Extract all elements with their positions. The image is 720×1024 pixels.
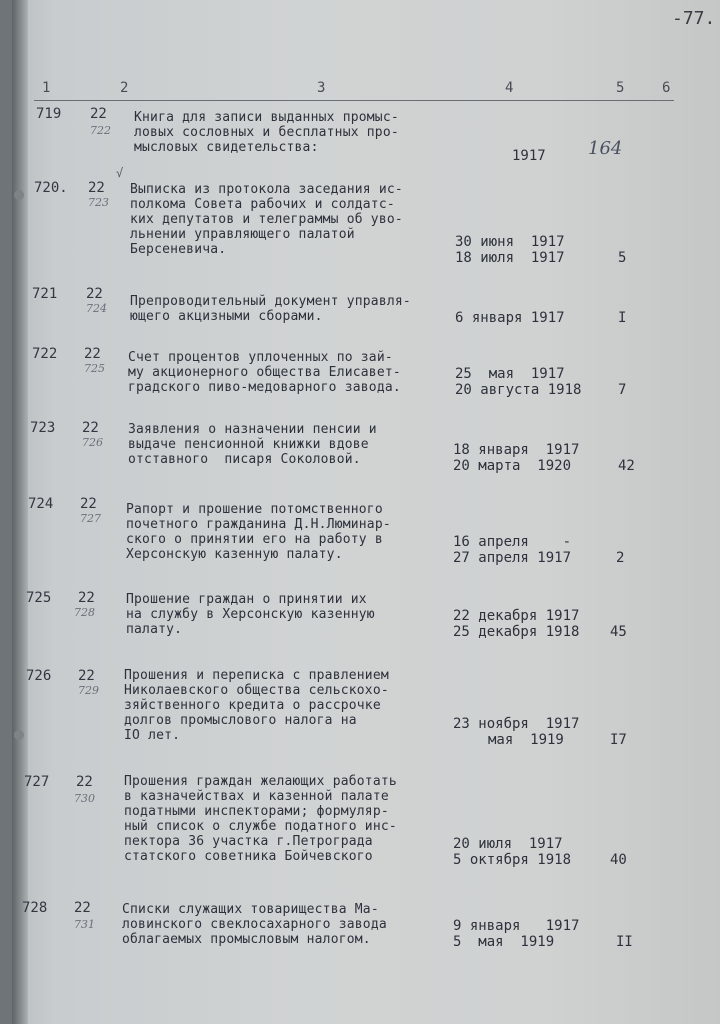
entry-title: Счет процентов уплоченных по зай- му акционерного общества Елисавет- градского пиво-медоварного завода. <box>128 350 401 395</box>
fund-number: 22 <box>86 286 103 302</box>
entry-date-start: 16 апреля - <box>453 534 572 550</box>
entry-title: Выписка из протокола заседания ис- полкома Совета рабочих и солдатс- ких депутатов и телеграммы об уво- льнении управляющего палатой Берсеневича. <box>130 182 403 257</box>
column-header-3: 3 <box>317 80 326 96</box>
fund-number: 22 <box>82 420 99 436</box>
entry-date-end: 25 декабря 1918 <box>453 624 580 640</box>
handwritten-number: 729 <box>78 684 99 697</box>
entry-date-start: 18 января 1917 <box>453 442 580 458</box>
entry-title: Списки служащих товарищества Ма- ловинского свеклосахарного завода облагаемых промысловым налогом. <box>122 902 387 947</box>
entry-pages: II <box>616 934 633 950</box>
fund-number: 22 <box>76 774 93 790</box>
handwritten-number: 727 <box>80 512 101 525</box>
entry-date-start: 20 июля 1917 <box>453 836 563 852</box>
header-rule <box>34 100 674 101</box>
fund-number: 22 <box>88 180 105 196</box>
binding-hole <box>14 190 24 200</box>
entry-title: Препроводительный документ управля- ющего акцизными сборами. <box>130 294 411 324</box>
handwritten-number: 731 <box>74 918 95 931</box>
column-header-1: 1 <box>42 80 51 96</box>
handwritten-number: 728 <box>74 606 95 619</box>
entry-title: Рапорт и прошение потомственного почетного гражданина Д.Н.Люминар- ского о принятии его на работу в Херсонскую казенную палату. <box>126 502 391 562</box>
entry-title: Прошение граждан о принятии их на службу в Херсонскую казенную палату. <box>126 592 375 637</box>
entry-title: Прошения и переписка с правлением Николаевского общества сельскохо- зяйственного кредита о рассрочке долгов промыслового налога на IO лет. <box>124 668 389 743</box>
column-header-2: 2 <box>120 80 129 96</box>
entry-number: 721 <box>32 286 58 302</box>
column-header-5: 5 <box>616 80 625 96</box>
entry-number: 719 <box>36 106 62 122</box>
fund-number: 22 <box>74 900 91 916</box>
entry-number: 727 <box>24 774 50 790</box>
entry-title: Заявления о назначении пенсии и выдаче пенсионной книжки вдове отставного писаря Соколовой. <box>128 422 377 467</box>
fund-number: 22 <box>80 496 97 512</box>
handwritten-number: 724 <box>86 302 107 315</box>
handwritten-number: 722 <box>90 124 111 137</box>
entry-number: 725 <box>26 590 52 606</box>
entry-date-end: 5 октября 1918 <box>453 852 572 868</box>
fund-number: 22 <box>90 106 107 122</box>
entry-title: Прошения граждан желающих работать в казначействах и казенной палате податными инспекторами; формуляр- ный список о службе податного инс- пектора 36 участка г.Петрограда статского советника Бойчевского <box>124 774 397 864</box>
entry-number: 724 <box>28 496 54 512</box>
archive-page <box>12 0 720 1024</box>
entry-date-start: 9 января 1917 <box>453 918 580 934</box>
entry-number: 723 <box>30 420 56 436</box>
entry-date-start: 23 ноября 1917 <box>453 716 580 732</box>
binding-hole <box>14 730 24 740</box>
handwritten-number: 726 <box>82 436 103 449</box>
entry-number: 726 <box>26 668 52 684</box>
entry-date-end: 27 апреля 1917 <box>453 550 572 566</box>
entry-date-end: 20 марта 1920 <box>453 458 572 474</box>
entry-pages: 42 <box>618 458 635 474</box>
entry-pages: 5 <box>618 250 627 266</box>
fund-number: 22 <box>78 668 95 684</box>
entry-number: 720. <box>34 180 68 196</box>
entry-pages: I <box>618 310 627 326</box>
entry-pages: 7 <box>618 382 627 398</box>
entry-title: Книга для записи выданных промыс- ловых сословных и бесплатных про- мысловых свидетельства: <box>134 110 399 155</box>
handwritten-number: 730 <box>74 792 95 805</box>
fund-number: 22 <box>78 590 95 606</box>
entry-pages: I7 <box>610 732 627 748</box>
entry-date-start: 25 мая 1917 <box>455 366 565 382</box>
fund-number: 22 <box>84 346 101 362</box>
page-number: -77. <box>672 8 716 29</box>
entry-pages: 45 <box>610 624 627 640</box>
entry-date-start: 30 июня 1917 <box>455 234 565 250</box>
entry-pages: 40 <box>610 852 627 868</box>
entry-pages: 2 <box>616 550 625 566</box>
entry-date-end: 5 мая 1919 <box>453 934 555 950</box>
entry-date-start: 22 декабря 1917 <box>453 608 580 624</box>
entry-date-start: 6 января 1917 <box>455 310 565 326</box>
column-header-6: 6 <box>662 80 671 96</box>
check-mark: √ <box>116 166 124 180</box>
handwritten-number: 725 <box>84 362 105 375</box>
handwritten-page-count: 164 <box>588 138 623 159</box>
entry-date-start: 1917 <box>512 148 546 164</box>
column-header-4: 4 <box>505 80 514 96</box>
page-binding <box>12 0 28 1024</box>
entry-date-end: 18 июля 1917 <box>455 250 565 266</box>
entry-date-end: 20 августа 1918 <box>455 382 582 398</box>
entry-date-end: мая 1919 <box>488 732 564 748</box>
entry-number: 722 <box>32 346 58 362</box>
handwritten-number: 723 <box>88 196 109 209</box>
entry-number: 728 <box>22 900 48 916</box>
